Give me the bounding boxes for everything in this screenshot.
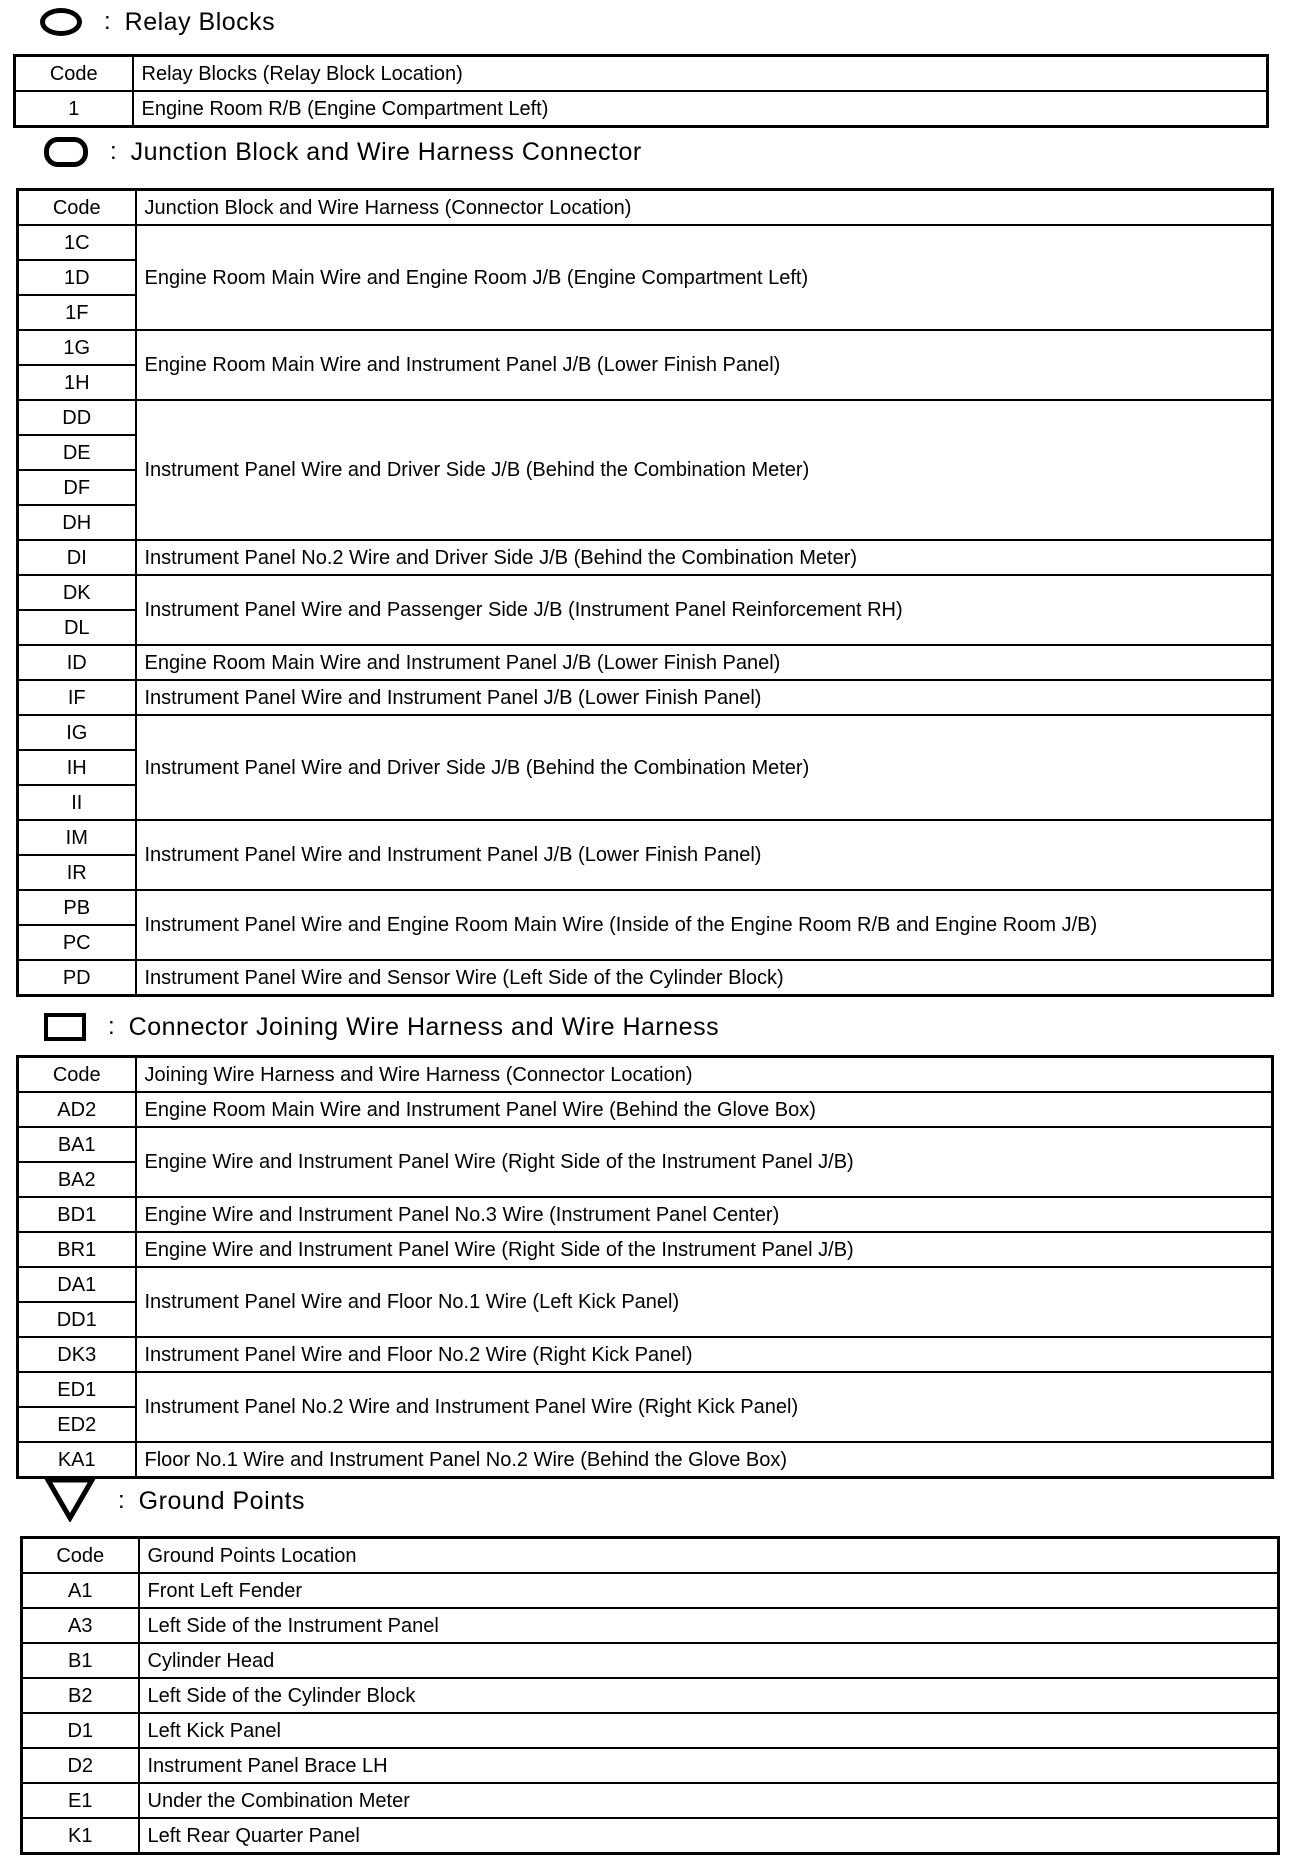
code-cell: DK [18, 575, 136, 610]
code-header: Code [15, 56, 133, 92]
table-row [18, 225, 1273, 260]
code-cell: BA1 [18, 1127, 136, 1162]
code-cell: 1 [15, 91, 133, 127]
code-cell: D2 [22, 1748, 139, 1783]
table-row [18, 1442, 1273, 1478]
table-row [18, 330, 1273, 365]
rounded-oval-icon [40, 8, 82, 36]
table-row [18, 1127, 1273, 1162]
location-cell: Instrument Panel Wire and Driver Side J/B (Behind the Combination Meter) [136, 715, 1273, 820]
table-header-row [22, 1538, 1279, 1574]
table-row [18, 1337, 1273, 1372]
code-cell: PC [18, 925, 136, 960]
table-row [15, 91, 1268, 127]
code-cell: DF [18, 470, 136, 505]
code-cell: K1 [22, 1818, 139, 1854]
code-cell: A3 [22, 1608, 139, 1643]
code-cell: IG [18, 715, 136, 750]
code-header: Code [22, 1538, 139, 1574]
square-icon [44, 1013, 86, 1041]
code-cell: PB [18, 890, 136, 925]
code-cell: BA2 [18, 1162, 136, 1197]
location-cell: Engine Wire and Instrument Panel Wire (Right Side of the Instrument Panel J/B) [136, 1232, 1273, 1267]
table-row [18, 400, 1273, 435]
table-row [18, 540, 1273, 575]
code-cell: 1H [18, 365, 136, 400]
code-cell: BR1 [18, 1232, 136, 1267]
location-cell: Left Side of the Cylinder Block [139, 1678, 1279, 1713]
location-cell: Engine Wire and Instrument Panel No.3 Wire (Instrument Panel Center) [136, 1197, 1273, 1232]
table-row [18, 890, 1273, 925]
code-cell: DH [18, 505, 136, 540]
code-header: Code [18, 190, 136, 226]
code-cell: 1G [18, 330, 136, 365]
code-cell: D1 [22, 1713, 139, 1748]
location-cell: Engine Room Main Wire and Instrument Panel J/B (Lower Finish Panel) [136, 330, 1273, 400]
code-cell: DL [18, 610, 136, 645]
code-cell: BD1 [18, 1197, 136, 1232]
location-cell: Instrument Panel Wire and Floor No.1 Wire (Left Kick Panel) [136, 1267, 1273, 1337]
code-cell: DD1 [18, 1302, 136, 1337]
table-row [18, 960, 1273, 996]
table-row [18, 1232, 1273, 1267]
code-cell: IF [18, 680, 136, 715]
code-cell: B1 [22, 1643, 139, 1678]
location-cell: Left Rear Quarter Panel [139, 1818, 1279, 1854]
location-cell: Instrument Panel No.2 Wire and Instrument Panel Wire (Right Kick Panel) [136, 1372, 1273, 1442]
code-cell: AD2 [18, 1092, 136, 1127]
table-row [18, 1267, 1273, 1302]
code-cell: DE [18, 435, 136, 470]
location-cell: Instrument Panel Brace LH [139, 1748, 1279, 1783]
location-cell: Instrument Panel Wire and Floor No.2 Wire (Right Kick Panel) [136, 1337, 1273, 1372]
table-row [18, 820, 1273, 855]
location-cell: Engine Room Main Wire and Engine Room J/B (Engine Compartment Left) [136, 225, 1273, 330]
location-cell: Instrument Panel Wire and Driver Side J/B (Behind the Combination Meter) [136, 400, 1273, 540]
table-row [22, 1748, 1279, 1783]
location-cell: Engine Wire and Instrument Panel Wire (Right Side of the Instrument Panel J/B) [136, 1127, 1273, 1197]
code-cell: IM [18, 820, 136, 855]
location-cell: Engine Room Main Wire and Instrument Panel Wire (Behind the Glove Box) [136, 1092, 1273, 1127]
relay-blocks-heading: : Relay Blocks [40, 2, 275, 42]
code-cell: 1C [18, 225, 136, 260]
table-row [22, 1783, 1279, 1818]
connector-table [16, 1055, 1274, 1479]
table-header-row [15, 56, 1268, 92]
table-row [18, 1092, 1273, 1127]
table-row [18, 715, 1273, 750]
location-cell: Cylinder Head [139, 1643, 1279, 1678]
ground-points-heading: : Ground Points [44, 1481, 305, 1521]
table-row [18, 575, 1273, 610]
junction-block-heading: : Junction Block and Wire Harness Connector [44, 132, 642, 172]
rounded-rect-icon [44, 137, 88, 167]
relay-blocks-table [13, 54, 1269, 128]
location-cell: Front Left Fender [139, 1573, 1279, 1608]
location-header: Joining Wire Harness and Wire Harness (Connector Location) [136, 1057, 1273, 1093]
section-title: Relay Blocks [124, 7, 276, 36]
connector-heading: : Connector Joining Wire Harness and Wire Harness [44, 1007, 719, 1047]
table-row [18, 680, 1273, 715]
location-cell: Engine Room R/B (Engine Compartment Left) [133, 91, 1268, 127]
location-cell: Instrument Panel Wire and Sensor Wire (Left Side of the Cylinder Block) [136, 960, 1273, 996]
table-row [22, 1608, 1279, 1643]
section-title: Connector Joining Wire Harness and Wire Harness [128, 1012, 720, 1041]
code-cell: DI [18, 540, 136, 575]
table-row [18, 1372, 1273, 1407]
location-cell: Instrument Panel Wire and Engine Room Main Wire (Inside of the Engine Room R/B and Engine Room J/B) [136, 890, 1273, 960]
code-cell: DA1 [18, 1267, 136, 1302]
code-cell: KA1 [18, 1442, 136, 1478]
section-title: Junction Block and Wire Harness Connector [130, 137, 642, 166]
location-cell: Left Side of the Instrument Panel [139, 1608, 1279, 1643]
table-row [22, 1818, 1279, 1854]
section-title: Ground Points [138, 1486, 305, 1515]
location-cell: Instrument Panel Wire and Instrument Panel J/B (Lower Finish Panel) [136, 820, 1273, 890]
code-cell: II [18, 785, 136, 820]
location-cell: Under the Combination Meter [139, 1783, 1279, 1818]
triangle-icon [44, 1476, 96, 1527]
code-cell: 1D [18, 260, 136, 295]
location-header: Junction Block and Wire Harness (Connector Location) [136, 190, 1273, 226]
location-cell: Instrument Panel Wire and Passenger Side J/B (Instrument Panel Reinforcement RH) [136, 575, 1273, 645]
table-row [22, 1643, 1279, 1678]
code-cell: IR [18, 855, 136, 890]
code-cell: ED2 [18, 1407, 136, 1442]
code-cell: PD [18, 960, 136, 996]
ground-points-table [20, 1536, 1280, 1855]
location-cell: Floor No.1 Wire and Instrument Panel No.2 Wire (Behind the Glove Box) [136, 1442, 1273, 1478]
code-cell: IH [18, 750, 136, 785]
code-cell: A1 [22, 1573, 139, 1608]
table-header-row [18, 1057, 1273, 1093]
location-cell: Engine Room Main Wire and Instrument Panel J/B (Lower Finish Panel) [136, 645, 1273, 680]
code-cell: DD [18, 400, 136, 435]
code-cell: E1 [22, 1783, 139, 1818]
table-row [18, 645, 1273, 680]
location-header: Ground Points Location [139, 1538, 1279, 1574]
location-cell: Instrument Panel Wire and Instrument Panel J/B (Lower Finish Panel) [136, 680, 1273, 715]
code-cell: ED1 [18, 1372, 136, 1407]
location-cell: Left Kick Panel [139, 1713, 1279, 1748]
code-cell: 1F [18, 295, 136, 330]
table-row [22, 1678, 1279, 1713]
table-row [22, 1713, 1279, 1748]
junction-block-table [16, 188, 1274, 997]
location-cell: Instrument Panel No.2 Wire and Driver Side J/B (Behind the Combination Meter) [136, 540, 1273, 575]
code-cell: B2 [22, 1678, 139, 1713]
table-header-row [18, 190, 1273, 226]
location-header: Relay Blocks (Relay Block Location) [133, 56, 1268, 92]
code-cell: DK3 [18, 1337, 136, 1372]
table-row [22, 1573, 1279, 1608]
code-header: Code [18, 1057, 136, 1093]
table-row [18, 1197, 1273, 1232]
code-cell: ID [18, 645, 136, 680]
